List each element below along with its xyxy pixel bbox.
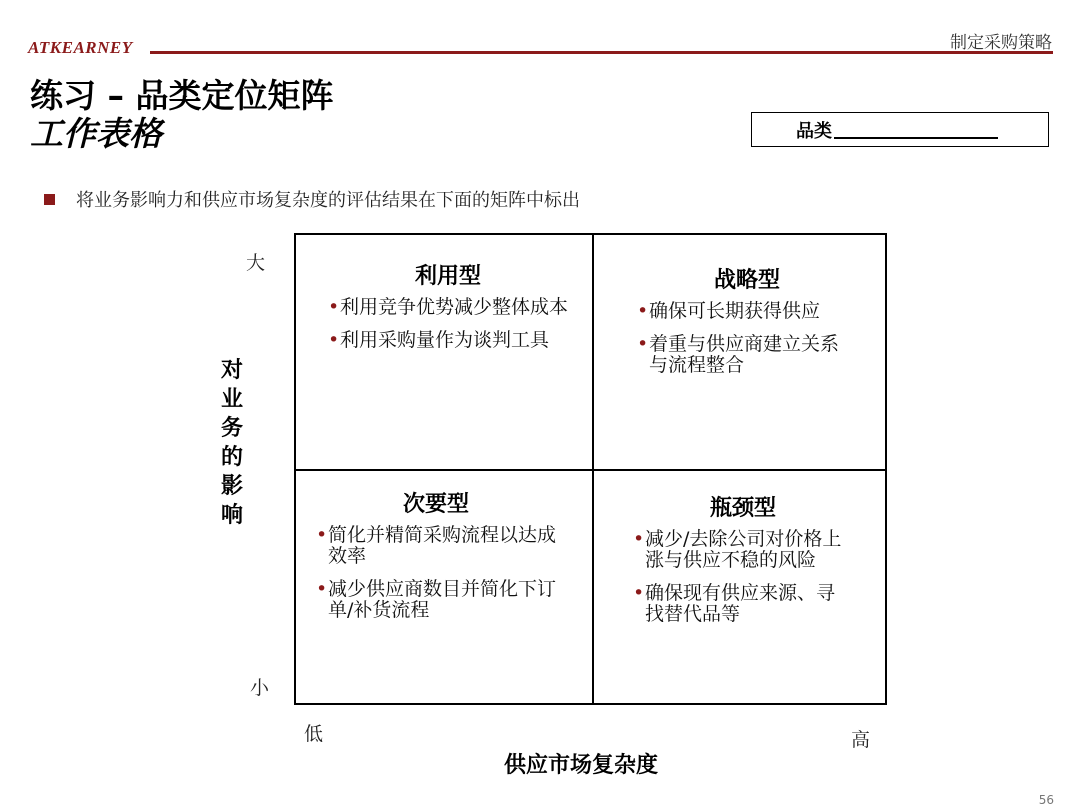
category-field[interactable] [751,112,1049,147]
header-rule [150,51,1053,54]
square-bullet-icon [44,194,55,205]
category-blank-line [834,121,998,139]
quadrant-bottleneck [633,491,853,637]
intro-bullet-text: 将业务影响力和供应市场复杂度的评估结果在下面的矩阵中标出 [76,190,580,211]
quadrant-bullet: • 利用竞争优势减少整体成本 [328,297,568,318]
quadrant-strategic [637,263,857,388]
quadrant-bullet: • 确保现有供应来源、寻找替代品等 [633,583,853,625]
intro-bullet [44,186,580,212]
y-axis-high-label: 大 [246,252,266,274]
quadrant-leverage [328,259,568,363]
quadrant-title: 瓶颈型 [709,496,776,521]
x-axis-high-label: 高 [851,729,871,751]
quadrant-bullet: • 简化并精简采购流程以达成效率 [316,525,556,567]
section-label: 制定采购策略 [950,33,1052,53]
y-axis-title: 对业务的影响 [220,358,243,528]
y-axis-low-label: 小 [250,677,270,699]
quadrant-title: 战略型 [713,268,780,293]
positioning-matrix [294,233,887,705]
quadrant-title: 次要型 [402,492,469,517]
page-number: 56 [1038,793,1054,807]
page-subtitle: 工作表格 [30,114,162,153]
x-axis-title: 供应市场复杂度 [504,753,659,778]
x-axis-low-label: 低 [304,723,324,745]
quadrant-bullet: • 着重与供应商建立关系与流程整合 [637,334,857,376]
quadrant-bullet: • 减少/去除公司对价格上涨与供应不稳的风险 [633,529,853,571]
quadrant-title: 利用型 [414,264,481,289]
quadrant-bullet: • 确保可长期获得供应 [637,301,857,322]
quadrant-non-critical [316,487,556,633]
page-title: 练习 – 品类定位矩阵 [30,76,334,115]
matrix-horizontal-divider [296,469,885,471]
category-label: 品类 [796,120,832,142]
quadrant-bullet: • 利用采购量作为谈判工具 [328,330,568,351]
kearney-logo: ATKEARNEY [28,38,133,57]
quadrant-bullet: • 减少供应商数目并简化下订单/补货流程 [316,579,556,621]
